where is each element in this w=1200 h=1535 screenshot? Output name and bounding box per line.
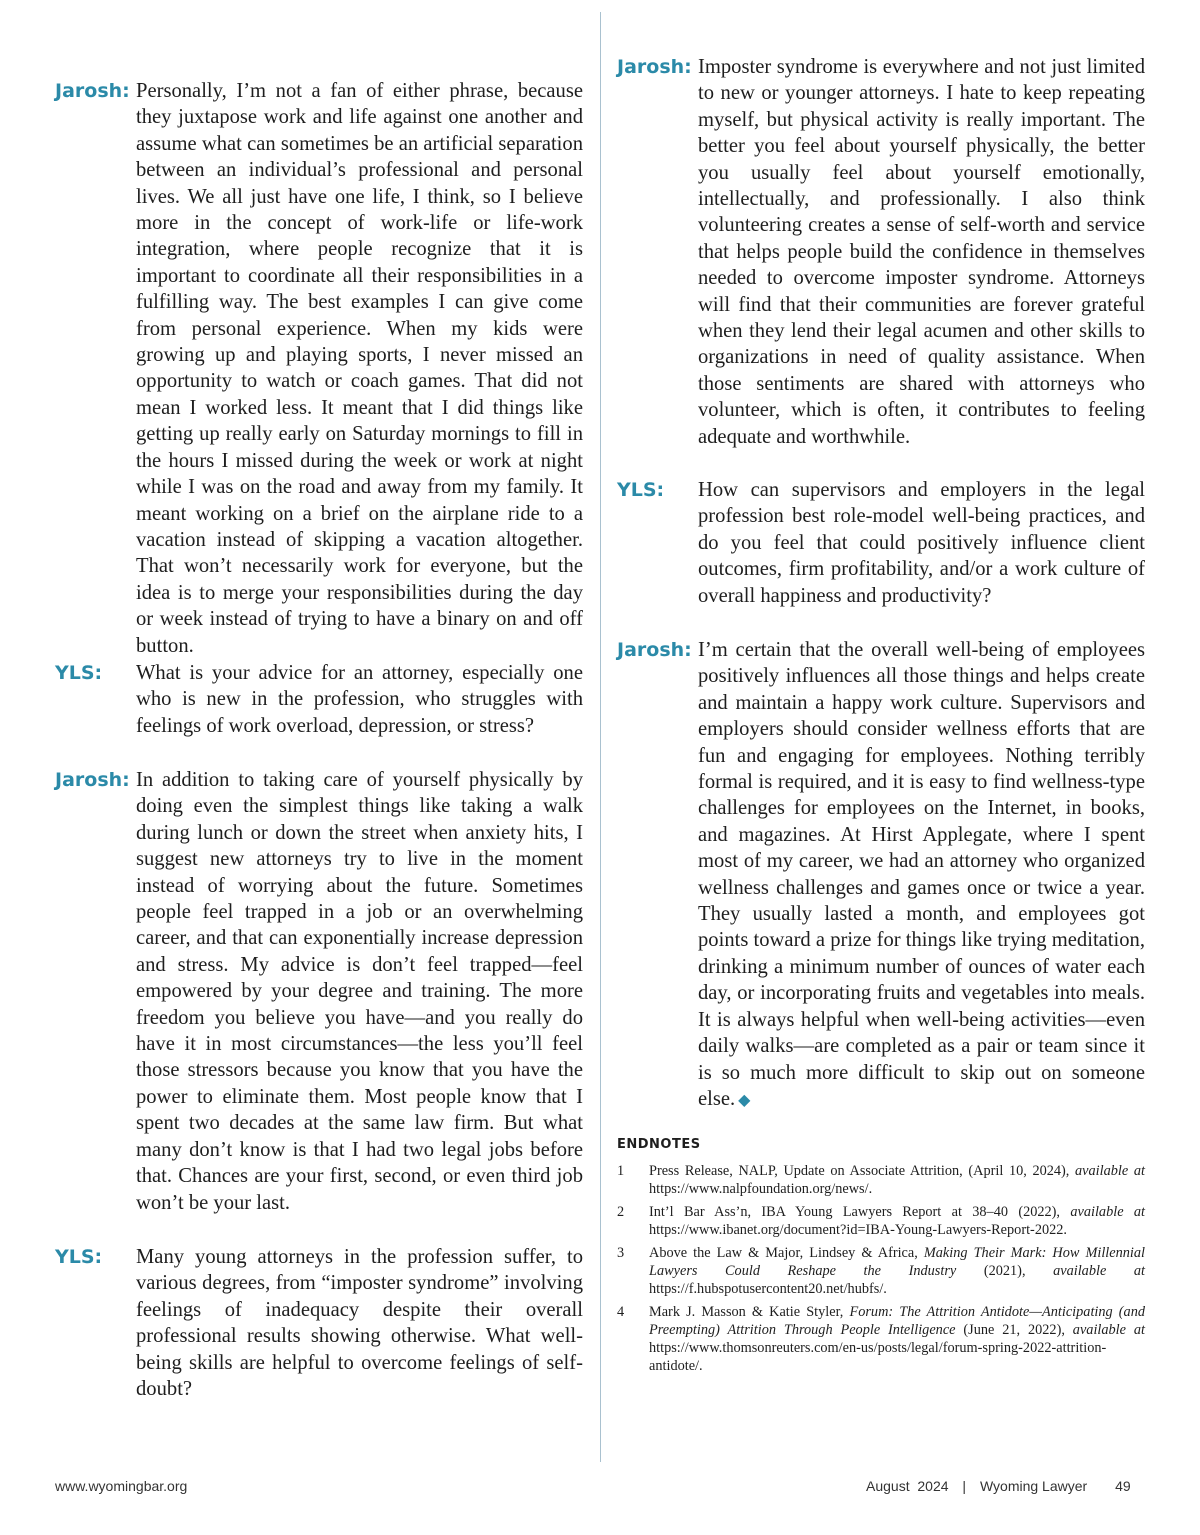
endnote-number: 1 [617, 1163, 625, 1179]
qa-block [55, 1244, 583, 1402]
footer-site-link[interactable]: www.wyomingbar.org [55, 1478, 188, 1494]
endnote-text: Int’l Bar Ass’n, IBA Young Lawyers Report at 38–40 (2022), [649, 1204, 1071, 1220]
speaker-label: YLS: [55, 1246, 103, 1268]
question-text: How can supervisors and employers in the legal profession best role-model well-being practices, and do you feel that could positively influence client outcomes, firm profitability, and/or a work culture of overall happiness and productivity? [698, 479, 1145, 607]
qa-block [617, 637, 1145, 1114]
endnote-item [617, 1244, 1145, 1298]
qa-block [55, 78, 583, 659]
speaker-label: Jarosh: [55, 769, 130, 791]
footer-date: August 2024 [866, 1478, 949, 1494]
endnote-italic: Making Their Mark: How Millennial Lawyers Could Reshape the Industry [649, 1245, 1145, 1279]
page-number: 49 [1115, 1478, 1131, 1494]
speaker-label: Jarosh: [617, 56, 692, 78]
column-divider [600, 12, 601, 1462]
endnote-italic: Forum: The Attrition Antidote—Anticipating (and Preempting) Attrition Through People Intelligence [649, 1304, 1145, 1338]
answer-text [698, 637, 1145, 1114]
endnote-number: 3 [617, 1245, 625, 1261]
endnote-number: 2 [617, 1204, 625, 1220]
qa-block [55, 660, 583, 739]
endnote-text: Above the Law & Major, Lindsey & Africa, [649, 1245, 924, 1261]
question-text: Many young attorneys in the profession suffer, to various degrees, from “imposter syndrome” involving feelings of inadequacy despite their overall professional results showing otherwise. What well-being skills are helpful to overcome feelings of self-doubt? [136, 1246, 583, 1401]
endnote-item [617, 1303, 1145, 1375]
endnote-text: Mark J. Masson & Katie Styler, [649, 1304, 850, 1320]
endnotes [617, 1137, 1145, 1380]
endnote-text: (2021), [956, 1263, 1054, 1279]
endnotes-title: ENDNOTES [617, 1137, 701, 1152]
endnote-text: Press Release, NALP, Update on Associate Attrition, (April 10, 2024), [649, 1163, 1076, 1179]
endnote-item [617, 1203, 1145, 1239]
end-mark-icon: ◆ [738, 1091, 751, 1109]
qa-block [55, 767, 583, 1216]
speaker-label: Jarosh: [617, 639, 692, 661]
speaker-label: YLS: [55, 662, 103, 684]
answer-text: Imposter syndrome is everywhere and not just limited to new or younger attorneys. I hate to keep repeating myself, but physical activity is really important. The better you feel about yourself physically, the better you usually feel about yourself emotionally, intellectually, and professionally. I also think volunteering creates a sense of self-worth and service that helps people build the confidence in themselves needed to overcome imposter syndrome. Attorneys will find that their communities are forever grateful when they lend their legal acumen and other skills to organizations in need of quality assistance. When those sentiments are shared with attorneys who volunteer, which is often, it contributes to feeling adequate and worthwhile. [698, 56, 1145, 448]
endnote-italic: available at [1053, 1263, 1145, 1279]
answer-text: Personally, I’m not a fan of either phrase, because they juxtapose work and life against one another and assume what can sometimes be an artificial separation between an individual’s professional and personal lives. We all just have one life, I think, so I believe more in the concept of work-life or life-work integration, where people recognize that it is important to coordinate all their responsibilities in a fulfilling way. The best examples I can give come from personal experience. When my kids were growing up and playing sports, I never missed an opportunity to watch or coach games. That did not mean I worked less. It meant that I did things like getting up really early on Saturday mornings to fill in the hours I missed during the week or work at night while I was on the road and away from my family. It meant working on a brief on the airplane ride to a vacation instead of skipping a vacation altogether. That won’t necessarily work for everyone, but the idea is to merge your responsibilities during the day or week instead of trying to have a binary on and off button. [136, 80, 583, 657]
qa-block [617, 477, 1145, 609]
speaker-label: YLS: [617, 479, 665, 501]
footer-separator: | [962, 1478, 967, 1494]
qa-block [617, 54, 1145, 450]
question-text: What is your advice for an attorney, especially one who is new in the profession, who struggles with feelings of work overload, depression, or stress? [136, 662, 583, 737]
endnote-text: (June 21, 2022), [955, 1322, 1073, 1338]
endnote-link[interactable]: https://www.nalpfoundation.org/news/. [649, 1181, 873, 1197]
endnote-link[interactable]: https://www.thomsonreuters.com/en-us/posts/legal/forum-spring-2022-attrition-antidote/. [649, 1340, 1107, 1374]
endnote-italic: available at [1075, 1163, 1145, 1179]
endnote-italic: available at [1070, 1204, 1145, 1220]
endnote-item [617, 1162, 1145, 1198]
footer-right [866, 1478, 1131, 1494]
endnote-link[interactable]: https://www.ibanet.org/document?id=IBA-Young-Lawyers-Report-2022. [649, 1222, 1067, 1238]
speaker-label: Jarosh: [55, 80, 130, 102]
endnote-italic: available at [1072, 1322, 1145, 1338]
footer-publication: Wyoming Lawyer [979, 1478, 1088, 1494]
endnote-number: 4 [617, 1304, 625, 1320]
answer-body: I’m certain that the overall well-being of employees positively influences all those things and helps create and maintain a happy work culture. Supervisors and employers should consider wellness efforts that are fun and engaging for employees. Nothing terribly formal is required, and it is easy to find wellness-type challenges for employees on the Internet, in books, and magazines. At Hirst Applegate, where I spent most of my career, we had an attorney who organized wellness challenges and games once or twice a year. They usually lasted a month, and employees got points toward a prize for things like trying meditation, drinking a minimum number of ounces of water each day, or incorporating fruits and vegetables into meals. It is always helpful when well-being activities—even daily walks—are completed as a pair or team since it is so much more difficult to skip out on someone else. [698, 639, 1145, 1110]
endnote-link[interactable]: https://f.hubspotusercontent20.net/hubfs/. [649, 1281, 887, 1297]
answer-text: In addition to taking care of yourself physically by doing even the simplest things like taking a walk during lunch or down the street when anxiety hits, I suggest new attorneys try to live in the moment instead of worrying about the future. Sometimes people feel trapped in a job or an overwhelming career, and that can exponentially increase depression and stress. My advice is don’t feel trapped—feel empowered by your degree and training. The more freedom you believe you have—and you really do have it in most circumstances—the less you’ll feel those stressors because you know that you have the power to eliminate them. Most people know that I spent two decades at the same law firm. But what many don’t know is that I had two legal jobs before that. Chances are your first, second, or even third job won’t be your last. [136, 769, 583, 1214]
